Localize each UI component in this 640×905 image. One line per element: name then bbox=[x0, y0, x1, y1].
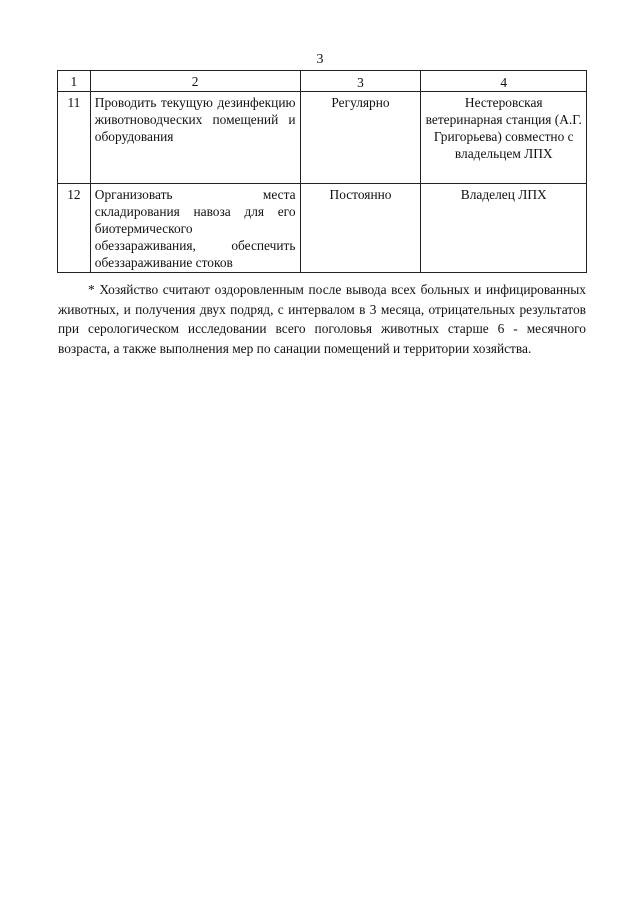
table-row bbox=[58, 92, 587, 184]
row-number: 11 bbox=[58, 92, 91, 184]
table-row bbox=[58, 184, 587, 273]
column-header-3: 3 bbox=[300, 71, 421, 92]
row-action: Проводить текущую дезинфекцию животноводческих помещений и оборудования bbox=[90, 92, 300, 184]
table-header-row bbox=[58, 71, 587, 92]
row-period: Регулярно bbox=[300, 92, 421, 184]
row-period: Постоянно bbox=[300, 184, 421, 273]
footnote: * Хозяйство считают оздоровленным после вывода всех больных и инфицированных животных, и получения двух подряд, с интервалом в 3 месяца, отрицательных результатов при серологическом исследовании всего поголовья животных старше 6 - месячного возраста, а также выполнения мер по санации помещений и территории хозяйства. bbox=[58, 282, 586, 356]
row-action: Организовать места складирования навоза для его биотермического обеззараживания, обеспечить обеззараживание стоков bbox=[90, 184, 300, 273]
column-header-4: 4 bbox=[421, 71, 587, 92]
row-responsible: Нестеровская ветеринарная станция (А.Г. Григорьева) совместно с владельцем ЛПХ bbox=[421, 92, 587, 184]
row-number: 12 bbox=[58, 184, 91, 273]
column-header-1: 1 bbox=[58, 71, 91, 92]
row-responsible: Владелец ЛПХ bbox=[421, 184, 587, 273]
page-number: 3 bbox=[316, 52, 324, 67]
column-header-2: 2 bbox=[90, 71, 300, 92]
measures-table bbox=[57, 70, 587, 273]
